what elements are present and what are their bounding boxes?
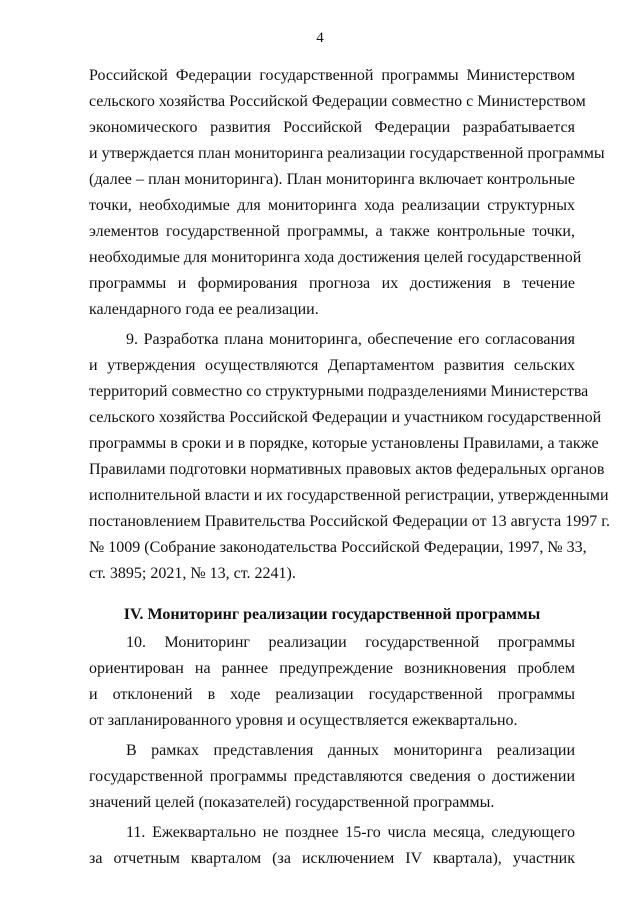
text-line: 10. Мониторинг реализации государственной программы <box>126 634 575 651</box>
document-body <box>89 63 610 872</box>
text-line: В рамках представления данных мониторинга реализации <box>126 742 575 759</box>
text-line: от запланированного уровня и осуществляется ежеквартально. <box>89 712 518 729</box>
text-line: 9. Разработка плана мониторинга, обеспечение его согласования <box>126 331 575 348</box>
text-line: экономического развития Российской Федерации разрабатывается <box>89 119 575 136</box>
text-line: и отклонений в ходе реализации государственной программы <box>89 686 575 703</box>
page-number: 4 <box>316 30 324 46</box>
text-line: необходимые для мониторинга хода достижения целей государственной <box>89 249 582 266</box>
text-line: 11. Ежеквартально не позднее 15-го числа месяца, следующего <box>126 824 575 841</box>
text-line: и утверждается план мониторинга реализации государственной программы <box>89 145 605 162</box>
text-line: ст. 3895; 2021, № 13, ст. 2241). <box>89 565 296 582</box>
text-line: территорий совместно со структурными подразделениями Министерства <box>89 383 589 400</box>
paragraph-10 <box>89 630 575 734</box>
text-line: программы в сроки и в порядке, которые установлены Правилами, а также <box>89 435 599 452</box>
text-line: ориентирован на раннее предупреждение возникновения проблем <box>89 660 575 677</box>
text-line: исполнительной власти и их государственной регистрации, утвержденными <box>89 487 609 504</box>
text-line: Правилами подготовки нормативных правовых актов федеральных органов <box>89 461 605 478</box>
text-line: сельского хозяйства Российской Федерации совместно с Министерством <box>89 93 586 110</box>
paragraph-11 <box>89 820 575 872</box>
text-line: точки, необходимые для мониторинга хода реализации структурных <box>89 197 575 214</box>
text-line: значений целей (показателей) государственной программы. <box>89 794 495 811</box>
text-line: сельского хозяйства Российской Федерации и участником государственной <box>89 409 602 426</box>
text-line: Российской Федерации государственной программы Министерством <box>89 67 575 84</box>
text-line: государственной программы представляются сведения о достижении <box>89 768 575 785</box>
section-heading: IV. Мониторинг реализации государственной программы <box>123 606 541 623</box>
paragraph-10-continuation <box>89 738 575 816</box>
text-line: программы и формирования прогноза их достижения в течение <box>89 275 575 292</box>
text-line: календарного года ее реализации. <box>89 301 319 318</box>
text-line: за отчетным кварталом (за исключением IV квартала), участник <box>89 850 575 867</box>
text-line: (далее – план мониторинга). План мониторинга включает контрольные <box>89 171 575 188</box>
paragraph-9 <box>89 327 610 587</box>
text-line: элементов государственной программы, а также контрольные точки, <box>89 223 575 240</box>
paragraph-continuation <box>89 63 605 323</box>
text-line: постановлением Правительства Российской Федерации от 13 августа 1997 г. <box>89 513 610 530</box>
text-line: и утверждения осуществляются Департаментом развития сельских <box>89 357 575 374</box>
text-line: № 1009 (Собрание законодательства Российской Федерации, 1997, № 33, <box>89 539 587 556</box>
